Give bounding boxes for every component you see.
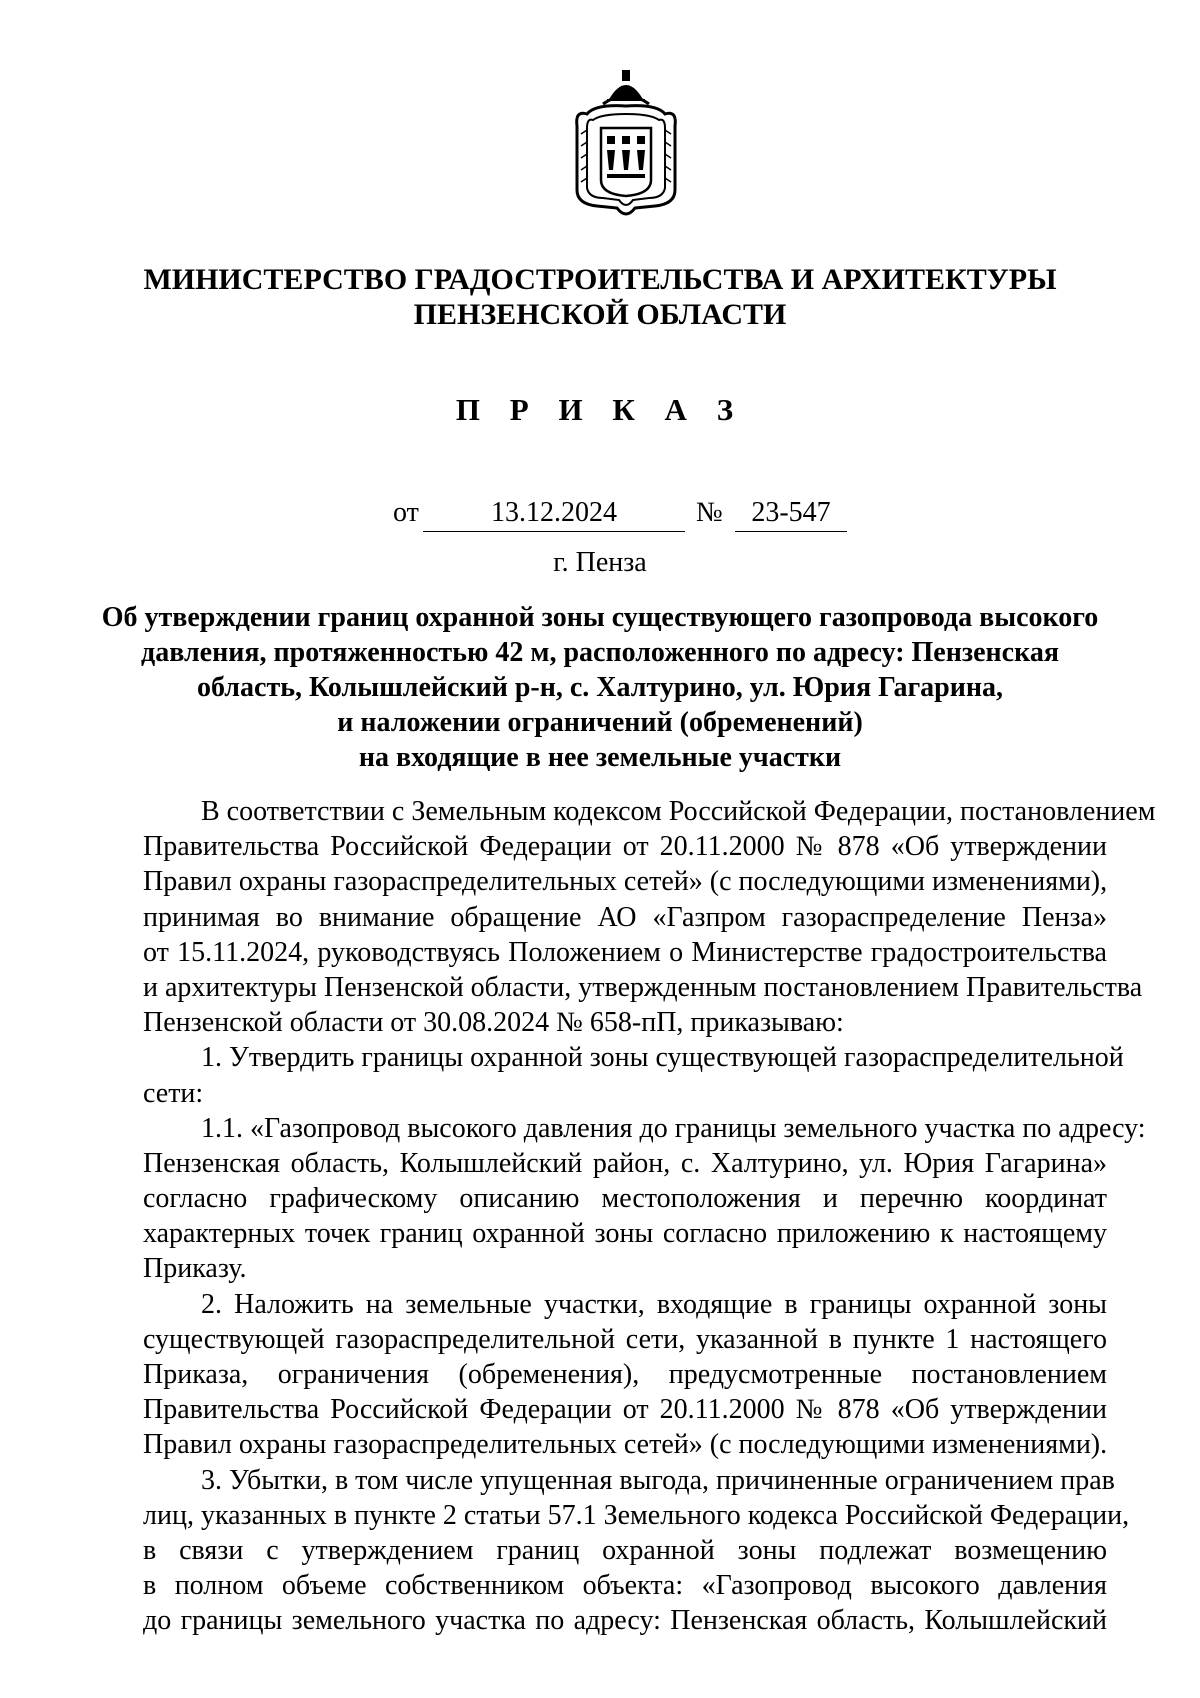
body-line: Правил охраны газораспределительных сетей» (с последующими изменениями), — [143, 866, 1108, 898]
heading-line: Об утверждении границ охранной зоны существующего газопровода высокого — [101, 602, 1099, 633]
body-line: лиц, указанных в пункте 2 статьи 57.1 Земельного кодекса Российской Федерации, — [143, 1499, 1130, 1531]
body-line: Правил охраны газораспределительных сетей» (с последующими изменениями). — [143, 1429, 1108, 1461]
body-line: Пензенской области от 30.08.2024 № 658-пП, приказываю: — [143, 1007, 844, 1039]
body-line: принимая во внимание обращение АО «Газпром газораспределение Пенза» — [143, 901, 1107, 933]
body-line: в полном объеме собственником объекта: «Газопровод высокого давления — [143, 1570, 1107, 1602]
body-line: 3. Убытки, в том числе упущенная выгода, причиненные ограничением прав — [201, 1464, 1115, 1496]
body-line: от 15.11.2024, руководствуясь Положением о Министерстве градостроительства — [143, 936, 1107, 968]
body-line: согласно графическому описанию местоположения и перечню координат — [143, 1183, 1107, 1215]
body-line: характерных точек границ охранной зоны согласно приложению к настоящему — [143, 1218, 1107, 1250]
date-number-line — [393, 497, 893, 531]
body-line: Приказу. — [143, 1253, 247, 1285]
ministry-name — [0, 262, 1200, 332]
heading-line: область, Колышлейский р-н, с. Халтурино, ул. Юрия Гагарина, — [197, 672, 1003, 703]
coat-of-arms-emblem — [567, 70, 685, 222]
body-line: 1.1. «Газопровод высокого давления до границы земельного участка по адресу: — [201, 1112, 1146, 1144]
city: г. Пенза — [553, 547, 647, 578]
body-line: Правительства Российской Федерации от 20.11.2000 № 878 «Об утверждении — [143, 831, 1107, 863]
body-line: сети: — [143, 1077, 204, 1109]
document-type-title: П Р И К А З — [455, 392, 745, 427]
order-date: 13.12.2024 — [423, 497, 685, 532]
body-line: Пензенская область, Колышлейский район, с. Халтурино, ул. Юрия Гагарина» — [143, 1147, 1107, 1179]
body-line: В соответствии с Земельным кодексом Российской Федерации, постановлением — [201, 796, 1156, 827]
order-number: 23-547 — [735, 497, 847, 532]
body-line: существующей газораспределительной сети, указанной в пункте 1 настоящего — [143, 1323, 1107, 1355]
date-prefix: от — [393, 497, 419, 528]
document-body — [143, 794, 1156, 1639]
document-heading — [100, 600, 1100, 775]
heading-line: давления, протяженностью 42 м, расположенного по адресу: Пензенская — [141, 637, 1059, 668]
heading-line: и наложении ограничений (обременений) — [337, 707, 863, 738]
number-prefix: № — [696, 497, 723, 528]
ministry-name-line-2: ПЕНЗЕНСКОЙ ОБЛАСТИ — [413, 298, 787, 331]
ministry-name-line-1: МИНИСТЕРСТВО ГРАДОСТРОИТЕЛЬСТВА И АРХИТЕКТУРЫ — [143, 263, 1057, 296]
body-line: и архитектуры Пензенской области, утвержденным постановлением Правительства — [143, 971, 1143, 1003]
body-line: Приказа, ограничения (обременения), предусмотренные постановлением — [143, 1359, 1107, 1390]
heading-line: на входящие в нее земельные участки — [358, 742, 842, 773]
body-line: Правительства Российской Федерации от 20.11.2000 № 878 «Об утверждении — [143, 1394, 1107, 1426]
body-line: в связи с утверждением границ охранной зоны подлежат возмещению — [143, 1534, 1107, 1566]
body-line: 1. Утвердить границы охранной зоны существующей газораспределительной — [201, 1042, 1124, 1074]
body-line: до границы земельного участка по адресу: Пензенская область, Колышлейский — [143, 1605, 1107, 1637]
body-line: 2. Наложить на земельные участки, входящие в границы охранной зоны — [201, 1288, 1107, 1320]
